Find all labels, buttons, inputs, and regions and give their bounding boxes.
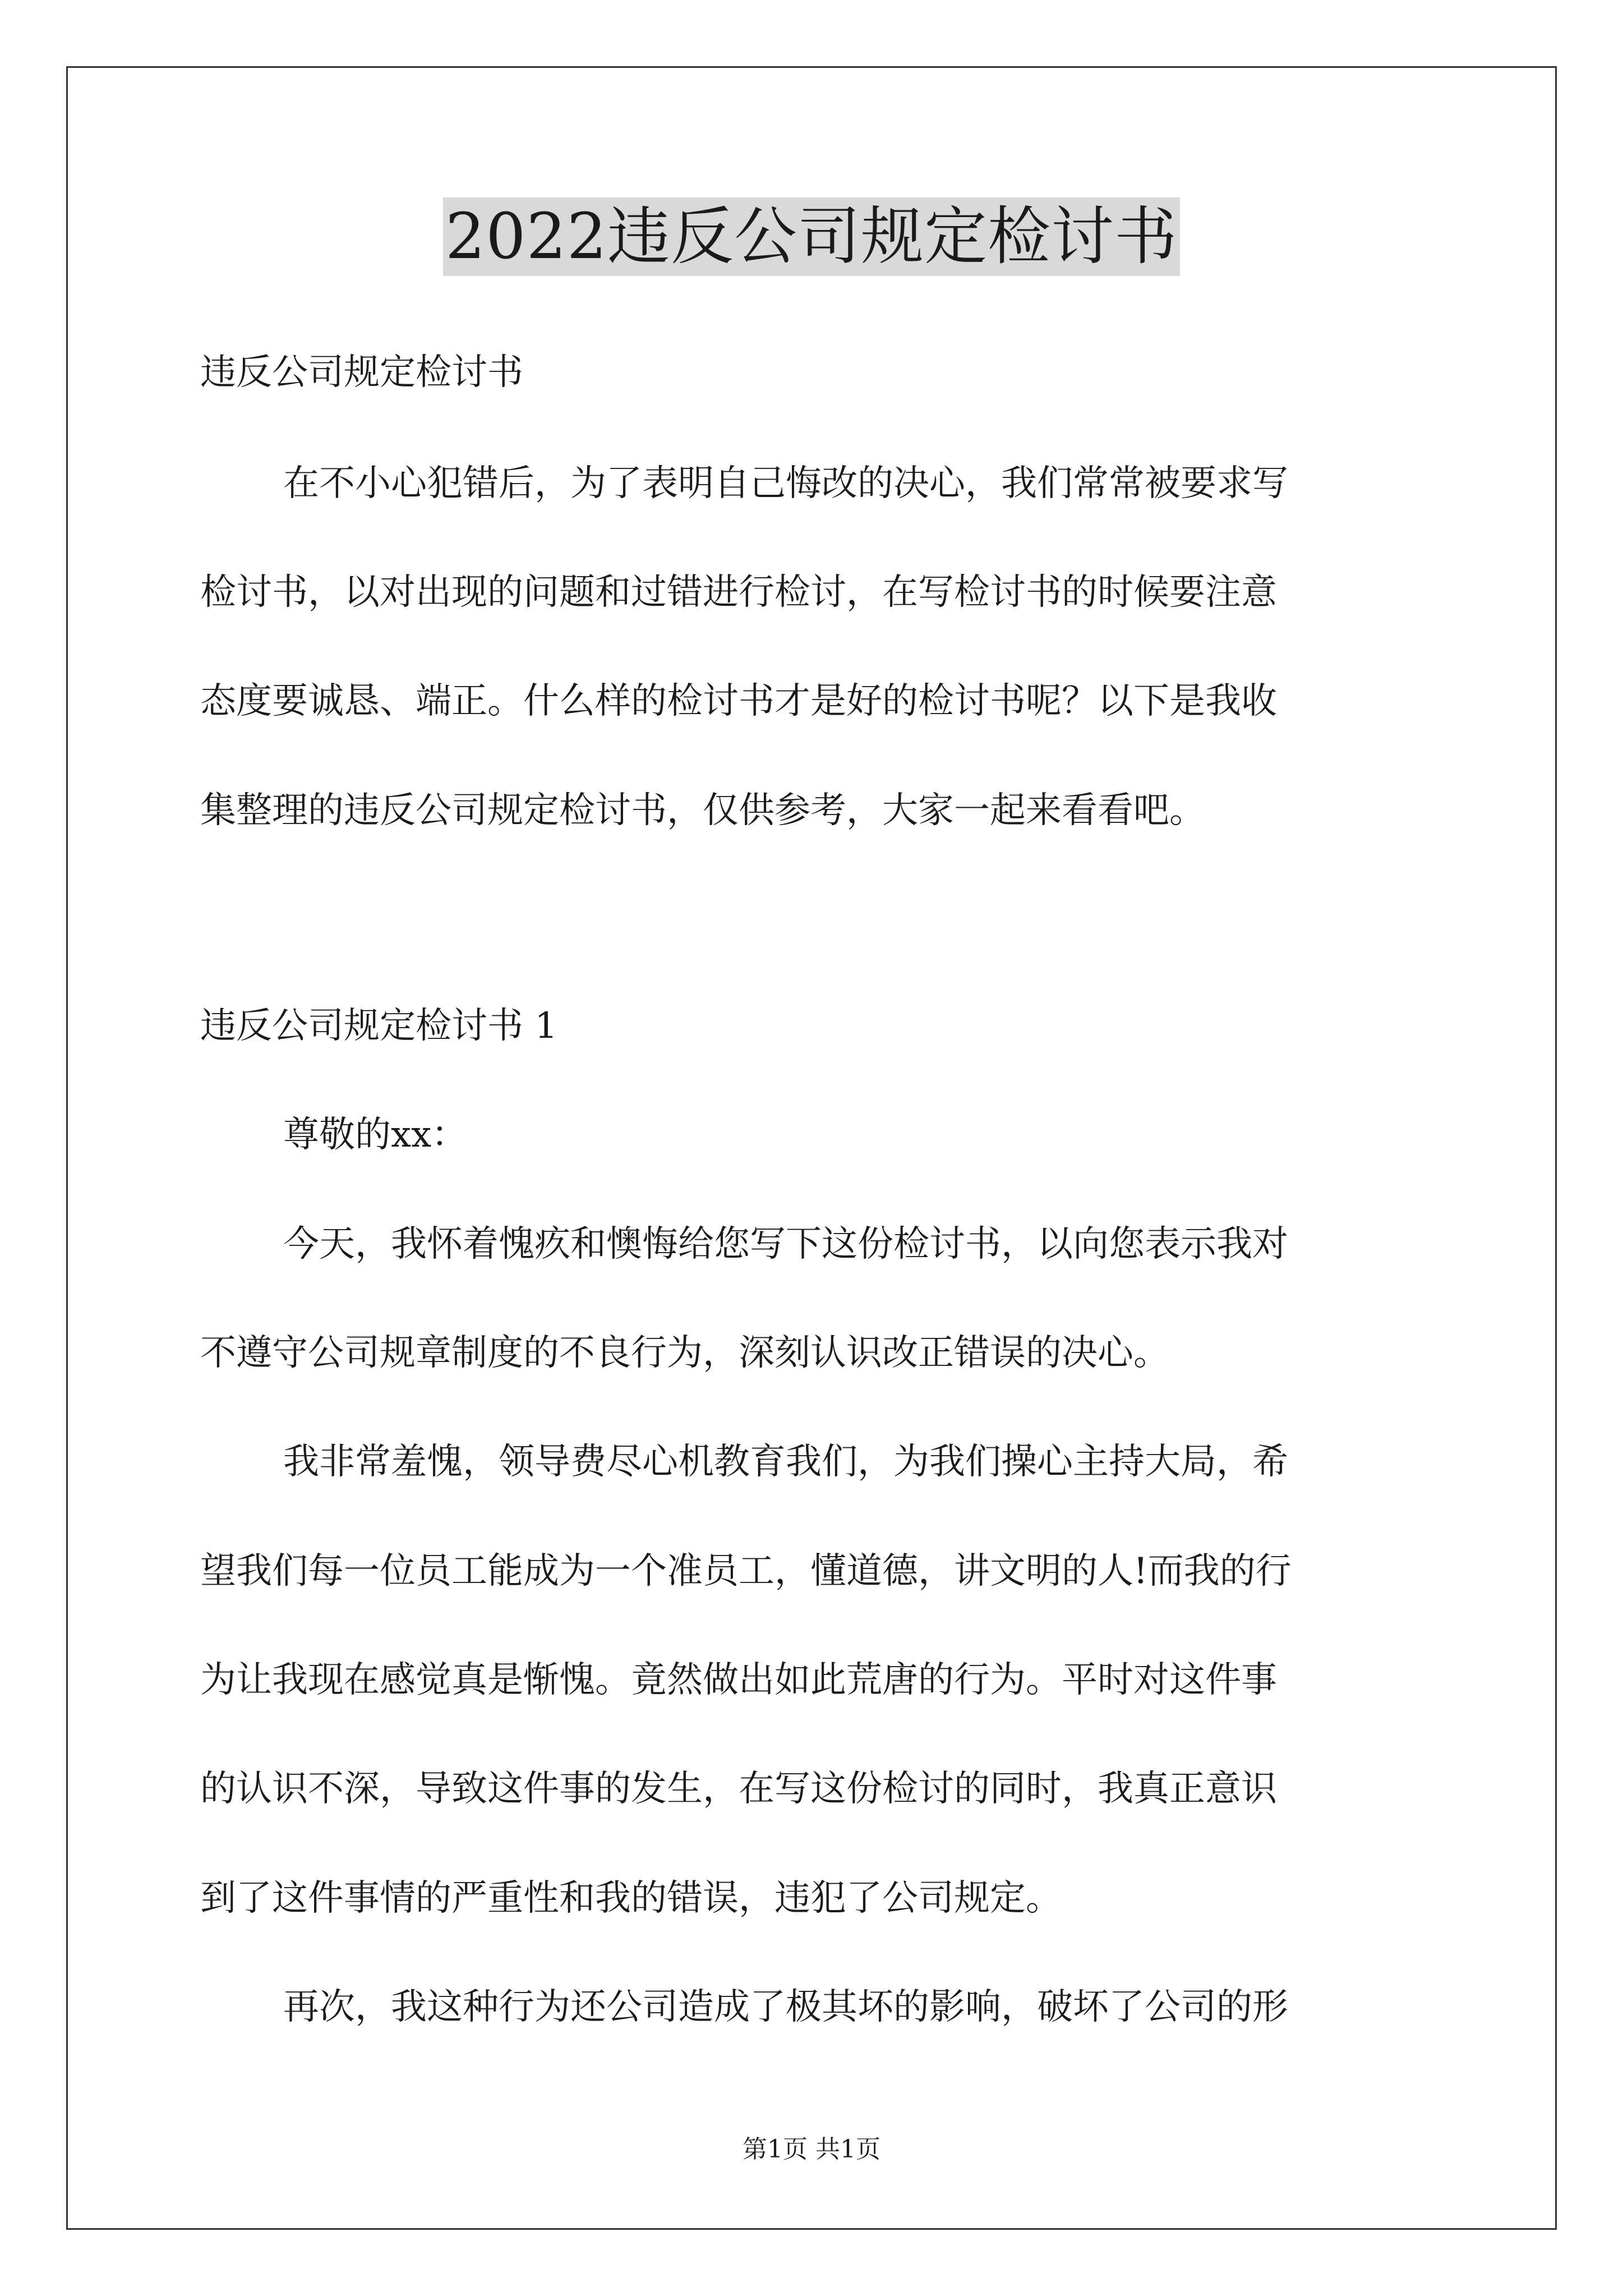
document-subtitle: 违反公司规定检讨书 [200,352,523,393]
intro-line: 集整理的违反公司规定检讨书，仅供参考，大家一起来看看吧。 [200,790,1205,831]
paragraph-line: 我非常羞愧，领导费尽心机教育我们，为我们操心主持大局，希 [283,1441,1288,1483]
paragraph-line: 为让我现在感觉真是惭愧。竟然做出如此荒唐的行为。平时对这件事 [200,1659,1277,1701]
intro-line: 态度要诚恳、端正。什么样的检讨书才是好的检讨书呢？以下是我收 [200,680,1277,722]
paragraph-line: 的认识不深，导致这件事的发生，在写这份检讨的同时，我真正意识 [200,1768,1277,1810]
intro-line: 检讨书，以对出现的问题和过错进行检讨，在写检讨书的时候要注意 [200,572,1277,613]
document-title: 2022违反公司规定检讨书 [443,197,1180,276]
paragraph-line: 不遵守公司规章制度的不良行为，深刻认识改正错误的决心。 [200,1332,1169,1374]
intro-line: 在不小心犯错后，为了表明自己悔改的决心，我们常常被要求写 [283,463,1288,504]
paragraph-line: 到了这件事情的严重性和我的错误，违犯了公司规定。 [200,1878,1062,1919]
paragraph-line: 今天，我怀着愧疚和懊悔给您写下这份检讨书，以向您表示我对 [283,1223,1288,1265]
title-container [0,197,1623,276]
page-footer: 第1页 共1页 [743,2135,880,2164]
section-heading: 违反公司规定检讨书 1 [200,1005,558,1047]
paragraph-line: 再次，我这种行为还公司造成了极其坏的影响，破坏了公司的形 [283,1986,1288,2028]
paragraph-line: 望我们每一位员工能成为一个准员工，懂道德，讲文明的人!而我的行 [200,1550,1292,1592]
salutation: 尊敬的xx： [283,1114,468,1156]
